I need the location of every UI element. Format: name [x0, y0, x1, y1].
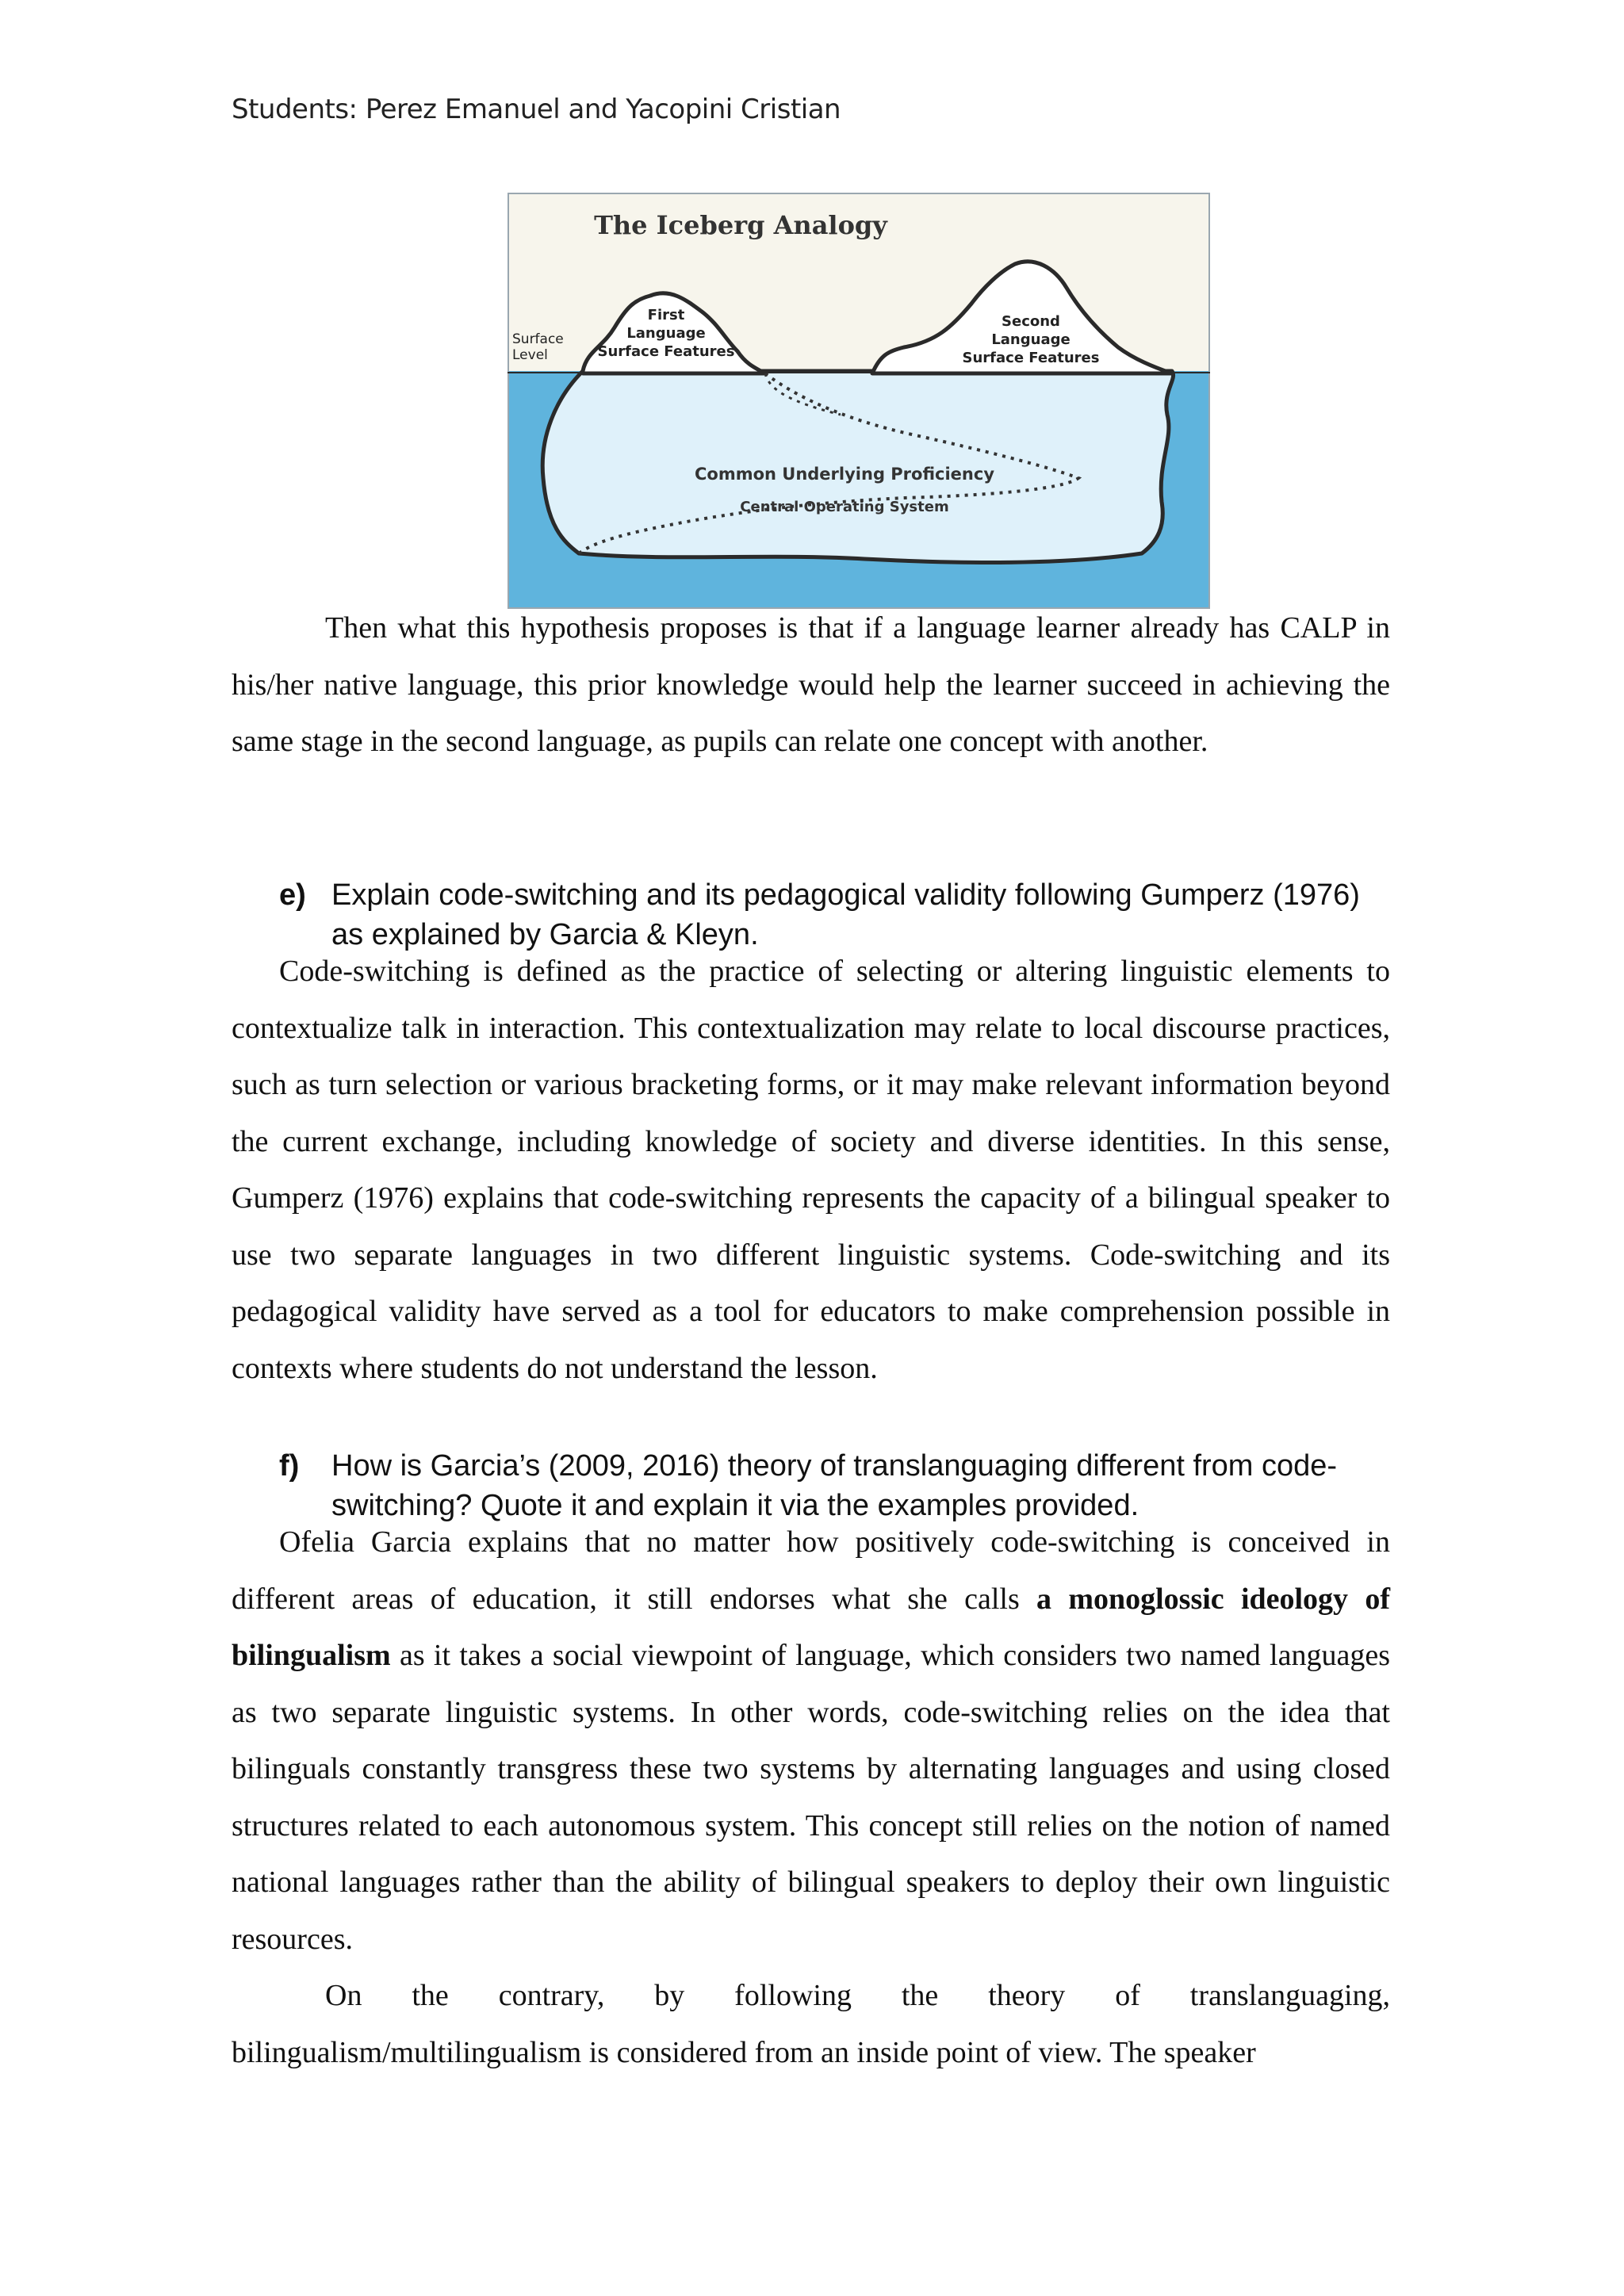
iceberg-analogy-figure [508, 193, 1210, 609]
second-language-line3: Surface Features [962, 350, 1100, 366]
question-f-text: How is Garcia’s (2009, 2016) theory of translanguaging different from code-switching? Quote it and explain it via the examples provided. [331, 1449, 1338, 1522]
second-language-line2: Language [991, 331, 1071, 348]
paragraph-code-switching: Code-switching is defined as the practice of selecting or altering linguistic elements to contextualize talk in interaction. This contextualization may relate to local discourse practices, such as turn selection or various bracketing forms, or it may make relevant information beyond the current exchange, including knowledge of society and diverse identities. In this sense, Gumperz (1976) explains that code-switching represents the capacity of a bilingual speaker to use two separate languages in two different linguistic systems. Code-switching and its pedagogical validity have served as a tool for educators to make comprehension possible in contexts where students do not understand the lesson. [232, 955, 1390, 1385]
monoglossic-ideology-bold: a monoglossic ideology of bilingualism [232, 1582, 1390, 1672]
central-operating-system: Central Operating System [740, 499, 949, 515]
first-language-line3: Surface Features [597, 343, 735, 360]
surface-level-line2: Level [512, 347, 548, 363]
question-e [279, 875, 1389, 955]
first-language-line2: Language [626, 325, 706, 342]
question-f [279, 1446, 1389, 1525]
paragraph-monoglossic-part2: as it takes a social viewpoint of language, which considers two named languages as two separate linguistic systems. In other words, code-switching relies on the idea that bilinguals constantly transgress these two systems by alternating languages and using closed structures related to each autonomous system. This concept still relies on the notion of named national languages rather than the ability of bilingual speakers to deploy their own linguistic resources. [232, 1639, 1390, 1956]
paragraph-monoglossic-part1: Ofelia Garcia explains that no matter how positively code-switching is conceived in different areas of education, it still endorses what she calls [232, 1525, 1390, 1616]
question-f-label: f) [279, 1449, 300, 1483]
paragraph-calp: Then what this hypothesis proposes is that if a language learner already has CALP in his/her native language, this prior knowledge would help the learner succeed in achieving the same stage in the second language, as pupils can relate one concept with another. [232, 611, 1390, 758]
first-language-line1: First [647, 307, 685, 323]
question-e-text: Explain code-switching and its pedagogical validity following Gumperz (1976) as explained by Garcia & Kleyn. [331, 878, 1360, 951]
students-header: Students: Perez Emanuel and Yacopini Cristian [232, 94, 841, 125]
paragraph-monoglossic [232, 1514, 1390, 1968]
paragraph-translanguaging: On the contrary, by following the theory of translanguaging, bilingualism/multilingualism is considered from an inside point of view. The speaker [232, 1979, 1390, 2069]
surface-level-line1: Surface [512, 331, 564, 347]
figure-title: The Iceberg Analogy [594, 210, 887, 240]
question-e-label: e) [279, 878, 306, 912]
common-underlying-proficiency: Common Underlying Proficiency [694, 465, 995, 484]
second-language-line1: Second [1002, 313, 1060, 330]
